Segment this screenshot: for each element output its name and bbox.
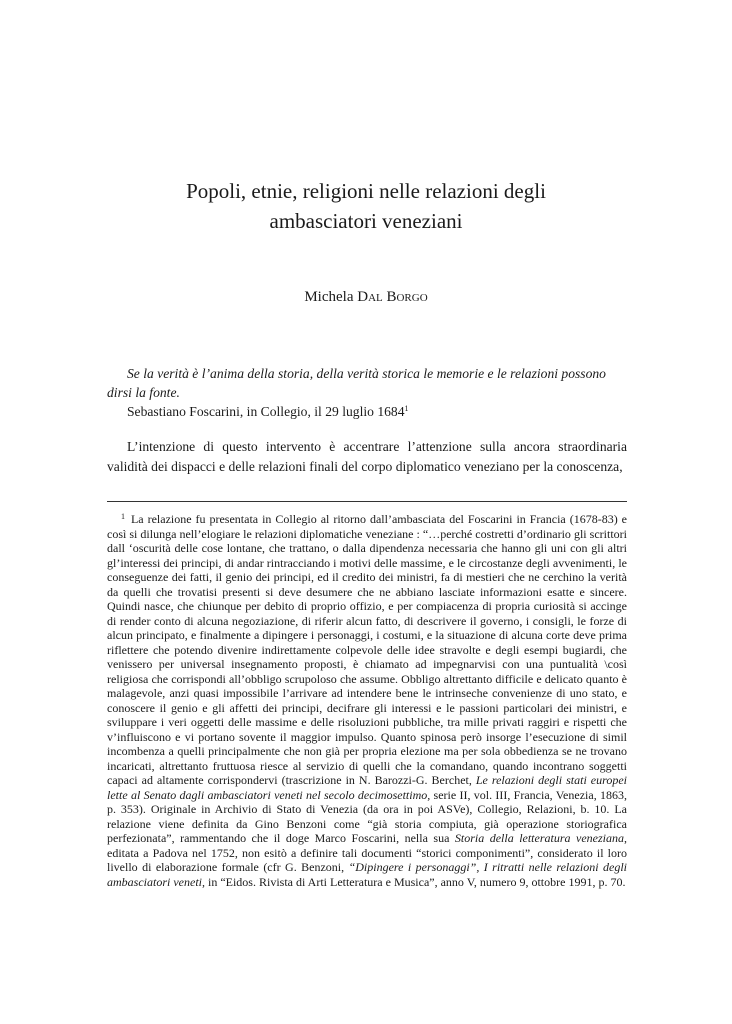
epigraph-source: [127, 402, 627, 421]
footnote-text-part-4: in “Eidos. Rivista di Arti Letteratura e Musica”, anno V, numero 9, ottobre 1991, p. 70.: [204, 874, 626, 889]
title-line-1: Popoli, etnie, religioni nelle relazioni degli: [186, 179, 546, 203]
body-paragraph: L’intenzione di questo intervento è accentrare l’attenzione sulla ancora straordinaria validità dei dispacci e delle relazioni finali del corpo diplomatico veneziano per la conoscenza,: [107, 439, 627, 474]
title-line-2: ambasciatori veneziani: [269, 209, 463, 233]
footnote-1: [107, 512, 627, 889]
footnote-text-part-3: , editata a Padova nel 1752, non esitò a definire tali documenti “storici componimenti”, considerato il loro livello di elaborazione formale (cfr G. Benzoni,: [107, 831, 627, 874]
epigraph-quote: Se la verità è l’anima della storia, della verità storica le memorie e le relazioni possono dirsi la fonte.: [107, 366, 606, 400]
footnote-reference[interactable]: 1: [404, 404, 409, 413]
article-title: [100, 176, 632, 236]
footnote-citation-title-3: “Dipingere i personaggi”, I ritratti nelle relazioni degli ambasciatori veneti,: [107, 860, 628, 889]
author-last-name: Dal Borgo: [357, 289, 428, 305]
footnote-citation-title-1: Le relazioni degli stati europei lette al Senato dagli ambasciatori veneti nel secolo decimosettimo,: [107, 773, 627, 802]
footnote-paragraph: [107, 512, 627, 889]
footnote-citation-title-2: Storia della letteratura veneziana: [454, 831, 624, 845]
footnote-text-part-2: serie II, vol. III, Francia, Venezia, 1863, p. 353). Originale in Archivio di Stato di Venezia (da ora in poi ASVe), Collegio, Relazioni, b. 10. La relazione viene definita da Gino Benzoni come “già storia compiuta, già operazione storiografica perfezionata”, rammentando che il doge Marco Foscarini, nella sua: [107, 787, 627, 845]
body-text: [107, 437, 627, 477]
footnote-number: 1: [121, 512, 125, 521]
author-first-name: Michela: [304, 289, 358, 305]
author-name: [100, 289, 632, 306]
epigraph: [107, 364, 627, 421]
epigraph-source-text: Sebastiano Foscarini, in Collegio, il 29 luglio 1684: [127, 404, 405, 419]
footnote-separator: [107, 501, 627, 502]
footnote-text-part-1: La relazione fu presentata in Collegio al ritorno dall’ambasciata del Foscarini in Francia (1678-83) e così si dilunga nell’elogiare le relazioni diplomatiche veneziane : “…perché costretti d’ordinario gli scrittori dall ‘oscurità delle cose lontane, che trattano, o dalla dipendenza necessaria che hanno gli uni con gli altri gl’interessi dei principi, di andar rintracciando i motivi delle massime, e le circostanze degli avvenimenti, le conseguenze dei fatti, il genio dei principi, ed il credito dei ministri, fa di mestieri che ne cerchino la verità da quelli che trovatisi presenti si deve desumere che ne abbiano lasciate informazioni esatte e sincere. Quindi nasce, che chiunque per debito di proprio offizio, e per compiacenza di propria curiosità si accinge di render conto di alcuna negoziazione, di riferir alcun fatto, di descrivere il governo, i consigli, le forze di alcun principato, e finalmente a dipingere i personaggi, i costumi, e la situazione di alcuna corte deve prima riflettere che potendo divenire indirettamente colpevole delle idee stravolte e degli esempi bugiardi, che venissero per universal insegnamento proposti, è chiamato ad impegnarvisi con una puntualità \così religiosa che corrispondi all’obbligo scrupoloso che assume. Obbligo altrettanto difficile e delicato quanto è malagevole, anzi quasi impossibile l’arrivare ad intendere bene le intrinseche convenienze di uno stato, e conoscere il genio e gli affetti dei principi, decifrare gli interessi e le passioni particolari dei ministri, e sviluppare i veri oggetti delle massime e delle risoluzioni pubbliche, tra mille privati raggiri e rispetti che v’influiscono e vi portano sovente il maggior impulso. Quanto spinosa però insorge l’esecuzione di simil incombenza a quelli principalmente che non già per propria elezione ma per sola obbedienza se ne trovano incaricati, altrettanto fruttuosa riesce al servizio di quelli che la comandano, quando incontrano soggetti capaci ad altamente corrispondervi (trascrizione in N. Barozzi-G. Berchet,: [107, 512, 627, 787]
